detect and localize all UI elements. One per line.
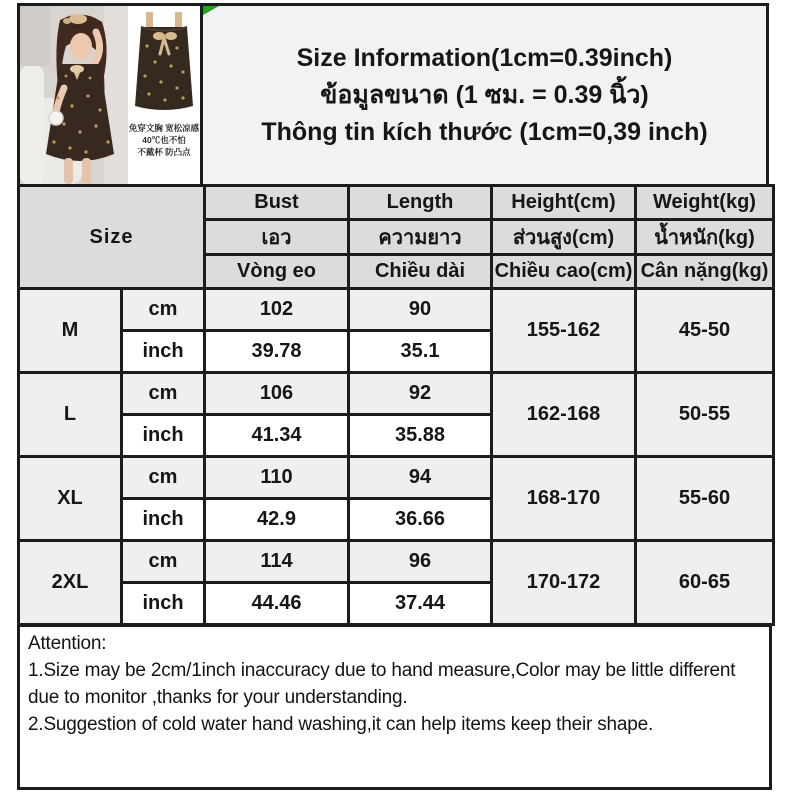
cell-xl-inch-bust: 42.9 — [205, 499, 349, 541]
cell-xl-height: 168-170 — [492, 457, 636, 541]
header-height-en: Height(cm) — [492, 186, 636, 220]
cell-m-weight: 45-50 — [636, 289, 774, 373]
size-table — [17, 184, 775, 626]
size-corner-cell: Size — [19, 186, 205, 289]
green-corner-flag-icon — [203, 6, 219, 15]
cell-2xl-inch-bust: 44.46 — [205, 583, 349, 625]
table-row-l-cm — [19, 373, 774, 415]
cell-xl-cm-length: 94 — [349, 457, 492, 499]
unit-inch: inch — [122, 415, 205, 457]
header-length-vi: Chiều dài — [349, 255, 492, 289]
header-weight-vi: Cân nặng(kg) — [636, 255, 774, 289]
product-caption — [129, 122, 199, 158]
product-photo-cell — [17, 3, 203, 187]
attention-box — [17, 624, 772, 790]
cell-l-height: 162-168 — [492, 373, 636, 457]
attention-line-1: 1.Size may be 2cm/1inch inaccuracy due to hand measure,Color may be little different due to monitor ,thanks for your understanding. — [28, 660, 736, 708]
top-row — [17, 3, 769, 187]
caption-line: 40℃也不怕 — [142, 135, 186, 145]
cell-xl-weight: 55-60 — [636, 457, 774, 541]
cell-m-inch-length: 35.1 — [349, 331, 492, 373]
product-flat-photo — [131, 10, 197, 118]
unit-inch: inch — [122, 331, 205, 373]
unit-cm: cm — [122, 373, 205, 415]
header-bust-en: Bust — [205, 186, 349, 220]
table-row-m-cm — [19, 289, 774, 331]
model-photo — [20, 6, 128, 184]
cell-l-cm-length: 92 — [349, 373, 492, 415]
header-weight-en: Weight(kg) — [636, 186, 774, 220]
cell-2xl-cm-length: 96 — [349, 541, 492, 583]
cell-2xl-height: 170-172 — [492, 541, 636, 625]
header-length-en: Length — [349, 186, 492, 220]
table-row-2xl-cm — [19, 541, 774, 583]
title-th: ข้อมูลขนาด (1 ซม. = 0.39 นิ้ว) — [320, 80, 649, 109]
cell-m-height: 155-162 — [492, 289, 636, 373]
unit-inch: inch — [122, 499, 205, 541]
unit-cm: cm — [122, 541, 205, 583]
title-en: Size Information(1cm=0.39inch) — [296, 43, 673, 72]
unit-cm: cm — [122, 457, 205, 499]
cell-2xl-cm-bust: 114 — [205, 541, 349, 583]
attention-line-2: 2.Suggestion of cold water hand washing,it can help items keep their shape. — [28, 714, 654, 735]
product-flat-column — [128, 6, 200, 184]
header-bust-th: เอว — [205, 220, 349, 255]
cell-l-inch-bust: 41.34 — [205, 415, 349, 457]
cell-m-cm-length: 90 — [349, 289, 492, 331]
header-bust-vi: Vòng eo — [205, 255, 349, 289]
header-weight-th: น้ำหนัก(kg) — [636, 220, 774, 255]
unit-inch: inch — [122, 583, 205, 625]
table-row-xl-cm — [19, 457, 774, 499]
header-row-en — [19, 186, 774, 220]
cell-2xl-inch-length: 37.44 — [349, 583, 492, 625]
cell-m-cm-bust: 102 — [205, 289, 349, 331]
cell-xl-inch-length: 36.66 — [349, 499, 492, 541]
header-height-th: ส่วนสูง(cm) — [492, 220, 636, 255]
caption-line: 不戴杯 防凸点 — [137, 147, 191, 157]
size-label-l: L — [19, 373, 122, 457]
cell-xl-cm-bust: 110 — [205, 457, 349, 499]
attention-heading: Attention: — [28, 633, 107, 654]
cell-m-inch-bust: 39.78 — [205, 331, 349, 373]
cell-l-inch-length: 35.88 — [349, 415, 492, 457]
title-cell — [200, 3, 769, 187]
caption-line: 免穿文胸 宽松凉感 — [128, 123, 200, 133]
header-length-th: ความยาว — [349, 220, 492, 255]
title-vi: Thông tin kích thước (1cm=0,39 inch) — [261, 117, 708, 146]
cell-l-cm-bust: 106 — [205, 373, 349, 415]
size-label-m: M — [19, 289, 122, 373]
unit-cm: cm — [122, 289, 205, 331]
cell-l-weight: 50-55 — [636, 373, 774, 457]
size-label-xl: XL — [19, 457, 122, 541]
header-height-vi: Chiều cao(cm) — [492, 255, 636, 289]
size-label-2xl: 2XL — [19, 541, 122, 625]
cell-2xl-weight: 60-65 — [636, 541, 774, 625]
